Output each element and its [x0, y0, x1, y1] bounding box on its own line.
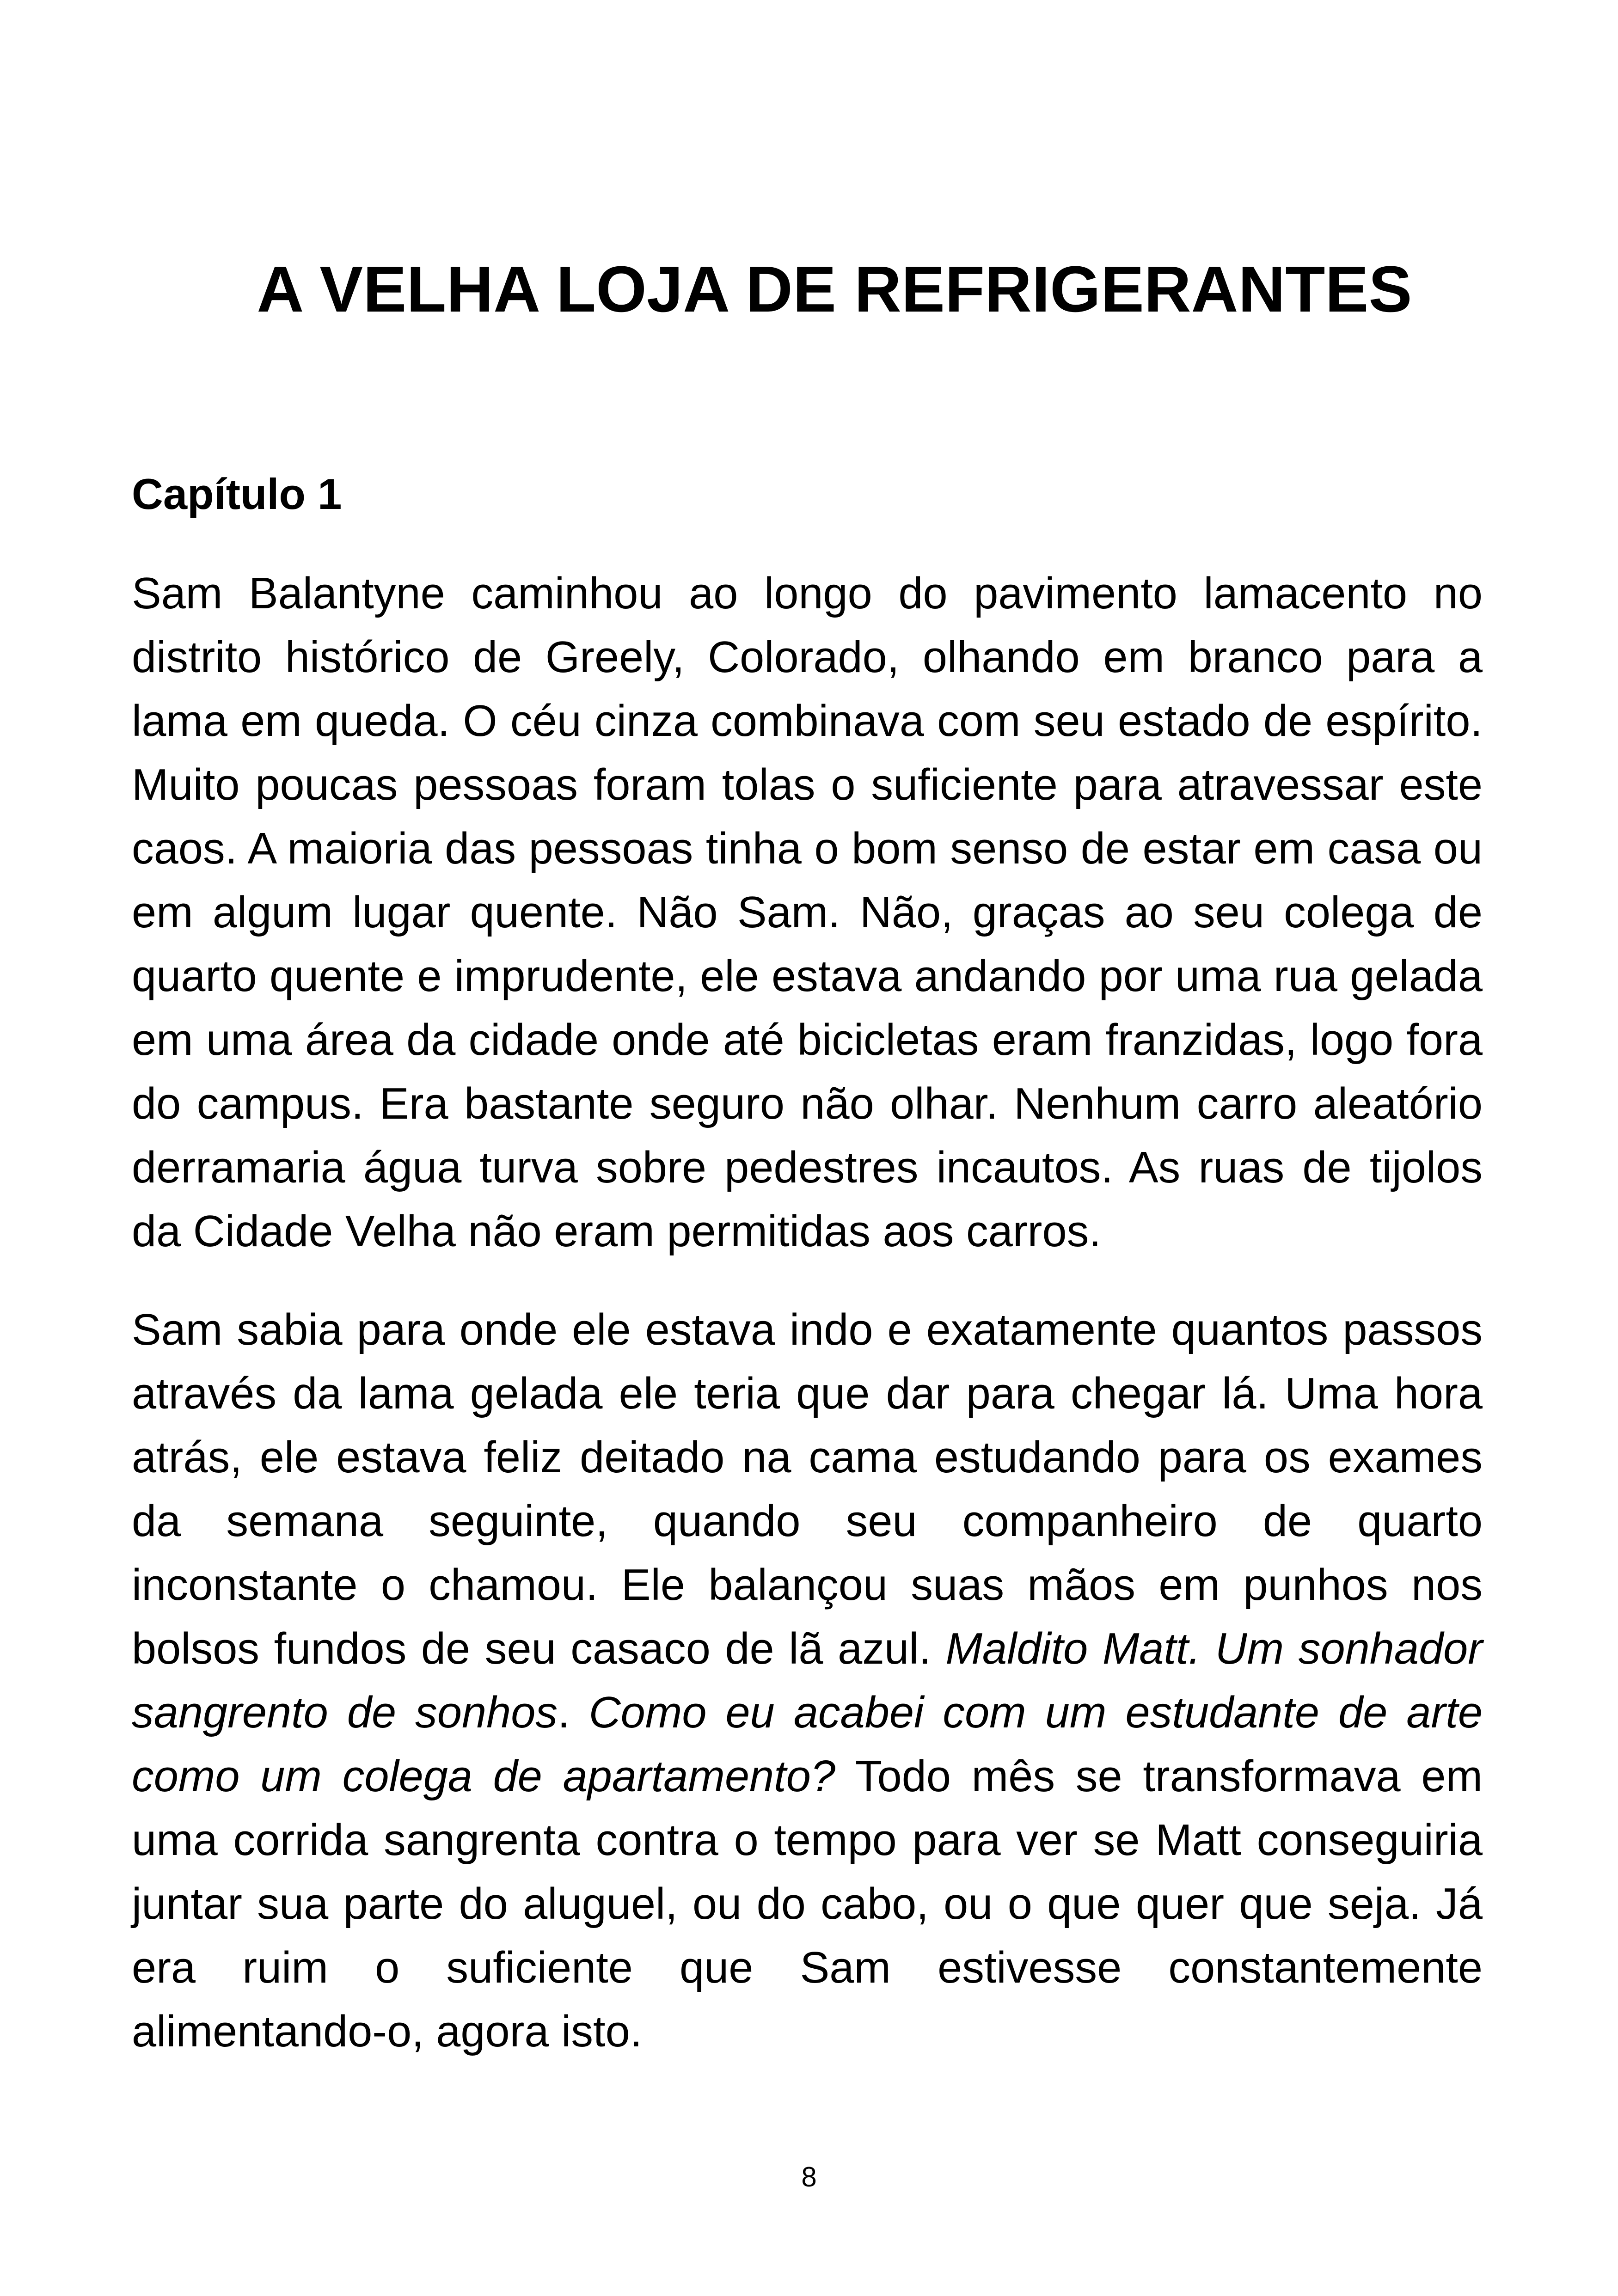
paragraph-2-text-1: Sam sabia para onde ele estava indo e exatamente quantos passos através da lama gelada ele teria que dar para chegar lá. Uma hora atrás, ele estava feliz deitado na cama estudando para os exames da semana seguinte, quando seu companheiro de quarto inconstante o chamou. Ele balançou suas mãos em punhos nos bolsos fundos de seu casaco de lã azul.: [132, 1305, 1483, 1673]
book-title: A VELHA LOJA DE REFRIGERANTES: [257, 252, 1412, 325]
paragraph-1-text: Sam Balantyne caminhou ao longo do pavimento lamacento no distrito histórico de Greely, Colorado, olhando em branco para a lama em queda. O céu cinza combinava com seu estado de espírito. Muito poucas pessoas foram tolas o suficiente para atravessar este caos. A maioria das pessoas tinha o bom senso de estar em casa ou em algum lugar quente. Não Sam. Não, graças ao seu colega de quarto quente e imprudente, ele estava andando por uma rua gelada em uma área da cidade onde até bicicletas eram franzidas, logo fora do campus. Era bastante seguro não olhar. Nenhum carro aleatório derramaria água turva sobre pedestres incautos. As ruas de tijolos da Cidade Velha não eram permitidas aos carros.: [132, 569, 1483, 1256]
paragraph-2-text-3: Todo mês se transformava em uma corrida sangrenta contra o tempo para ver se Matt conseguiria juntar sua parte do aluguel, ou do cabo, ou o que quer que seja. Já era ruim o suficiente que Sam estivesse constantemente alimentando-o, agora isto.: [132, 1752, 1483, 2056]
page-number: 8: [801, 2161, 817, 2192]
chapter-heading: Capítulo 1: [132, 470, 342, 518]
paragraph-1: [132, 562, 1483, 1263]
paragraph-2-text-2: .: [558, 1688, 589, 1737]
paragraph-2: [132, 1298, 1483, 2063]
paragraph-2-italic-2: Como eu acabei com um estudante de arte como um colega de apartamento?: [132, 1688, 1483, 1801]
paragraph-2-italic-1: Maldito Matt. Um sonhador sangrento de sonhos: [132, 1624, 1483, 1737]
